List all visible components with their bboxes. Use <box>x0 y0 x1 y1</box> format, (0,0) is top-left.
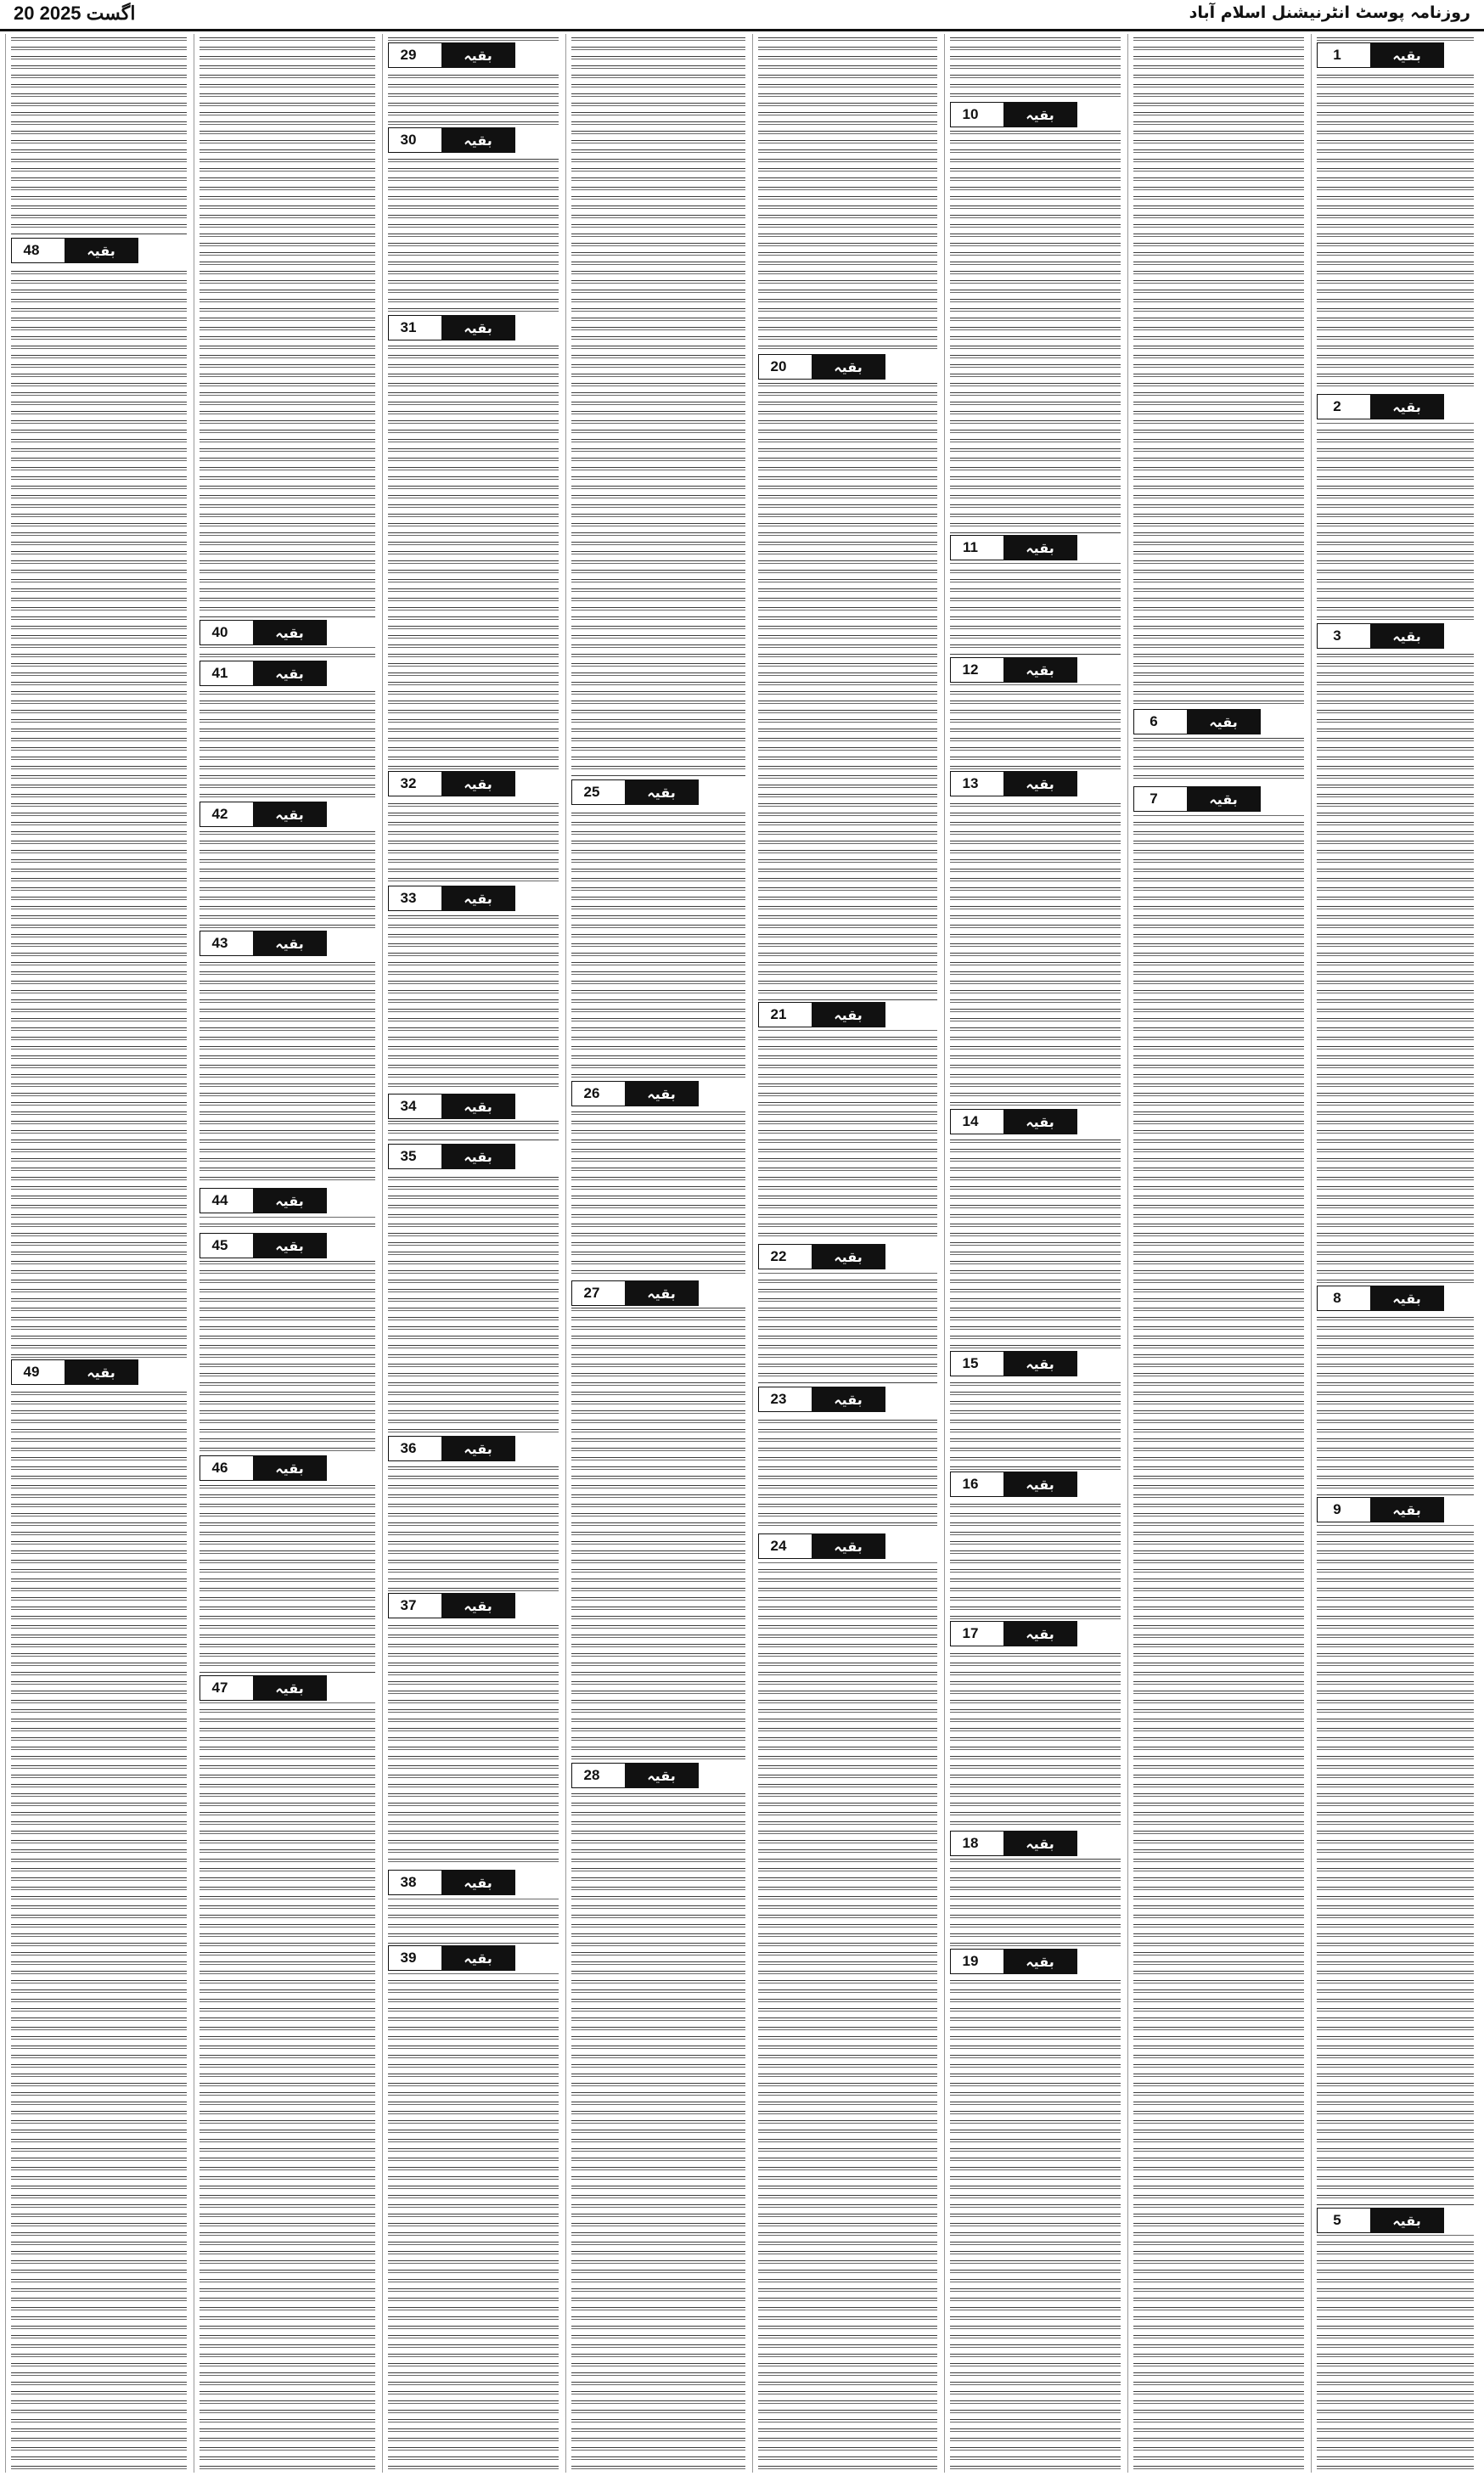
continuation-number: 9 <box>1333 1501 1341 1517</box>
newspaper-page <box>5 34 1479 2473</box>
continuation-label: بقیہ <box>253 1456 326 1480</box>
continuation-label: بقیہ <box>441 316 514 340</box>
continuation-marker <box>571 1280 699 1306</box>
continuation-number: 46 <box>211 1460 228 1476</box>
continuation-number: 41 <box>211 665 228 681</box>
continuation-number: 43 <box>211 935 228 951</box>
article-column <box>752 34 942 2473</box>
continuation-number: 36 <box>400 1440 417 1456</box>
continuation-marker <box>950 1109 1077 1134</box>
continuation-marker <box>388 1870 515 1895</box>
continuation-label: بقیہ <box>441 1946 514 1970</box>
continuation-marker <box>1317 394 1444 419</box>
article-column <box>1311 34 1479 2473</box>
continuation-number: 2 <box>1333 398 1341 414</box>
continuation-marker <box>388 315 515 340</box>
continuation-number: 11 <box>963 539 978 555</box>
continuation-label: بقیہ <box>812 355 885 379</box>
continuation-marker <box>388 1945 515 1971</box>
continuation-number: 21 <box>770 1006 787 1022</box>
continuation-number: 28 <box>583 1767 600 1783</box>
continuation-label: بقیہ <box>812 1245 885 1269</box>
continuation-number: 5 <box>1333 2212 1341 2228</box>
continuation-marker <box>388 886 515 911</box>
continuation-number: 34 <box>400 1098 417 1114</box>
continuation-marker <box>388 1593 515 1618</box>
continuation-marker <box>200 1455 327 1481</box>
continuation-number: 6 <box>1150 713 1158 729</box>
continuation-marker <box>950 657 1077 683</box>
continuation-number: 23 <box>770 1391 787 1407</box>
continuation-number: 31 <box>400 319 417 335</box>
continuation-number: 22 <box>770 1248 787 1264</box>
continuation-label: بقیہ <box>625 1082 698 1106</box>
continuation-number: 39 <box>400 1950 417 1966</box>
continuation-number: 44 <box>211 1192 228 1208</box>
continuation-number: 7 <box>1150 791 1158 807</box>
continuation-marker <box>950 102 1077 127</box>
continuation-label: بقیہ <box>1370 1498 1443 1522</box>
article-column <box>1127 34 1309 2473</box>
continuation-number: 27 <box>583 1285 600 1301</box>
continuation-number: 13 <box>962 775 979 791</box>
continuation-marker <box>200 1233 327 1258</box>
continuation-marker <box>11 1359 138 1385</box>
continuation-marker <box>571 1081 699 1106</box>
continuation-label: بقیہ <box>441 1437 514 1460</box>
continuation-number: 25 <box>583 784 600 800</box>
continuation-marker <box>950 771 1077 796</box>
continuation-number: 35 <box>400 1148 417 1164</box>
continuation-number: 33 <box>400 890 417 906</box>
continuation-number: 38 <box>400 1874 417 1890</box>
continuation-number: 17 <box>962 1625 979 1641</box>
continuation-label: بقیہ <box>65 1360 138 1384</box>
continuation-marker <box>950 535 1077 560</box>
continuation-label: بقیہ <box>1003 1110 1076 1134</box>
continuation-marker <box>200 931 327 956</box>
continuation-label: بقیہ <box>441 772 514 796</box>
article-column <box>944 34 1126 2473</box>
continuation-marker <box>200 1188 327 1213</box>
article-column <box>194 34 380 2473</box>
continuation-label: بقیہ <box>441 43 514 67</box>
continuation-label: بقیہ <box>625 780 698 804</box>
continuation-label: بقیہ <box>441 1145 514 1168</box>
continuation-marker <box>1317 2208 1444 2233</box>
continuation-number: 14 <box>962 1113 979 1129</box>
continuation-number: 37 <box>400 1597 417 1613</box>
continuation-marker <box>758 1244 885 1269</box>
article-column <box>565 34 750 2473</box>
continuation-number: 20 <box>770 358 787 374</box>
continuation-number: 26 <box>583 1085 600 1101</box>
continuation-label: بقیہ <box>441 128 514 152</box>
continuation-marker <box>950 1621 1077 1646</box>
newspaper-title: روزنامہ پوسٹ انٹرنیشنل اسلام آباد <box>1189 3 1470 22</box>
continuation-marker <box>388 42 515 68</box>
continuation-number: 40 <box>211 624 228 640</box>
continuation-marker <box>1317 1497 1444 1522</box>
continuation-marker <box>200 661 327 686</box>
continuation-label: بقیہ <box>1370 395 1443 419</box>
continuation-label: بقیہ <box>1003 772 1076 796</box>
continuation-marker <box>388 1094 515 1119</box>
continuation-label: بقیہ <box>812 1387 885 1411</box>
continuation-number: 29 <box>400 47 417 63</box>
continuation-marker <box>1317 623 1444 649</box>
continuation-marker <box>388 127 515 153</box>
continuation-label: بقیہ <box>441 886 514 910</box>
continuation-label: بقیہ <box>625 1281 698 1305</box>
continuation-marker <box>758 1387 885 1412</box>
continuation-marker <box>758 1002 885 1027</box>
continuation-label: بقیہ <box>1187 710 1260 734</box>
continuation-label: بقیہ <box>253 661 326 685</box>
continuation-label: بقیہ <box>253 1234 326 1258</box>
continuation-number: 12 <box>962 661 979 678</box>
continuation-number: 1 <box>1333 47 1341 63</box>
continuation-number: 30 <box>400 132 417 148</box>
continuation-number: 15 <box>962 1355 979 1371</box>
continuation-number: 8 <box>1333 1290 1341 1306</box>
continuation-marker <box>950 1831 1077 1856</box>
continuation-label: بقیہ <box>812 1534 885 1558</box>
continuation-label: بقیہ <box>253 1676 326 1700</box>
continuation-label: بقیہ <box>812 1003 885 1027</box>
continuation-label: بقیہ <box>253 621 326 644</box>
continuation-marker <box>388 1144 515 1169</box>
continuation-number: 19 <box>962 1953 979 1969</box>
continuation-label: بقیہ <box>441 1594 514 1618</box>
continuation-number: 32 <box>400 775 417 791</box>
continuation-label: بقیہ <box>1370 1286 1443 1310</box>
continuation-label: بقیہ <box>1003 1832 1076 1855</box>
continuation-number: 18 <box>962 1835 979 1851</box>
continuation-number: 10 <box>962 106 979 122</box>
continuation-marker <box>950 1351 1077 1376</box>
continuation-label: بقیہ <box>1003 1472 1076 1496</box>
continuation-label: بقیہ <box>1187 787 1260 811</box>
continuation-marker <box>758 354 885 380</box>
continuation-marker <box>1317 1286 1444 1311</box>
continuation-label: بقیہ <box>1003 658 1076 682</box>
continuation-marker <box>200 802 327 827</box>
continuation-marker <box>388 771 515 796</box>
masthead <box>0 0 1484 31</box>
continuation-label: بقیہ <box>253 802 326 826</box>
continuation-number: 24 <box>770 1538 787 1554</box>
continuation-label: بقیہ <box>1370 2209 1443 2232</box>
continuation-label: بقیہ <box>253 1189 326 1213</box>
continuation-label: بقیہ <box>1003 536 1076 560</box>
continuation-number: 49 <box>23 1364 40 1380</box>
continuation-marker <box>950 1949 1077 1974</box>
continuation-label: بقیہ <box>1003 1622 1076 1646</box>
continuation-marker <box>571 779 699 805</box>
continuation-label: بقیہ <box>441 1095 514 1118</box>
article-column <box>382 34 564 2473</box>
continuation-number: 42 <box>211 806 228 822</box>
continuation-number: 47 <box>211 1680 228 1696</box>
continuation-marker <box>1133 709 1261 734</box>
continuation-label: بقیہ <box>1003 1352 1076 1376</box>
continuation-label: بقیہ <box>441 1871 514 1894</box>
continuation-number: 45 <box>211 1237 228 1253</box>
continuation-marker <box>200 1675 327 1701</box>
continuation-number: 3 <box>1333 627 1341 644</box>
continuation-marker <box>11 238 138 263</box>
continuation-label: بقیہ <box>65 239 138 262</box>
continuation-label: بقیہ <box>1370 43 1443 67</box>
continuation-marker <box>388 1436 515 1461</box>
continuation-marker <box>1133 786 1261 812</box>
continuation-marker <box>1317 42 1444 68</box>
continuation-label: بقیہ <box>253 931 326 955</box>
continuation-label: بقیہ <box>1003 103 1076 127</box>
continuation-marker <box>571 1763 699 1788</box>
continuation-label: بقیہ <box>1003 1950 1076 1973</box>
continuation-marker <box>200 620 327 645</box>
continuation-label: بقیہ <box>1370 624 1443 648</box>
continuation-marker <box>950 1472 1077 1497</box>
issue-date: 20 اگست 2025 <box>14 3 136 24</box>
continuation-marker <box>758 1533 885 1559</box>
continuation-number: 48 <box>23 242 40 258</box>
article-column <box>5 34 192 2473</box>
continuation-number: 16 <box>962 1476 979 1492</box>
continuation-label: بقیہ <box>625 1764 698 1787</box>
